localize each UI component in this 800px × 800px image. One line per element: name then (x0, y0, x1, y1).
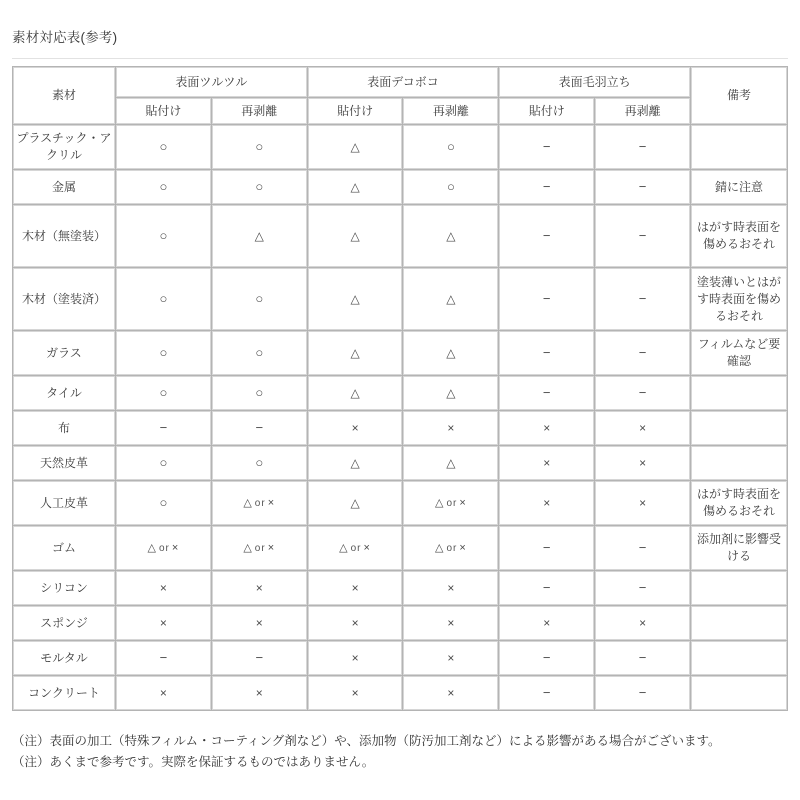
rating-cell (116, 606, 211, 640)
rating-cell (212, 125, 307, 169)
header-sub-fuzzy-attach: 貼付け (499, 98, 594, 124)
rating-cell (116, 170, 211, 204)
table-row (13, 481, 787, 525)
remarks-cell (691, 641, 787, 675)
rating-cell (308, 170, 403, 204)
footnotes (12, 731, 792, 773)
rating-symbol: △ (254, 228, 264, 243)
rating-symbol: − (255, 420, 264, 435)
remarks-cell: 塗装薄いとはがす時表面を傷めるおそれ (691, 268, 787, 330)
rating-cell (308, 331, 403, 375)
rating-cell (499, 205, 594, 267)
remarks-cell (691, 411, 787, 445)
header-sub-fuzzy-remove: 再剥離 (595, 98, 690, 124)
rating-cell (595, 481, 690, 525)
rating-symbol: − (542, 291, 551, 306)
rating-cell (499, 606, 594, 640)
rating-cell (212, 331, 307, 375)
rating-symbol: × (639, 420, 647, 435)
rating-cell (403, 331, 498, 375)
rating-cell (499, 331, 594, 375)
rating-symbol: △ or × (434, 497, 467, 509)
rating-cell (499, 268, 594, 330)
table-row (13, 526, 787, 570)
material-name-cell: モルタル (13, 641, 115, 675)
rating-symbol: × (351, 615, 359, 630)
rating-symbol: △ or × (339, 542, 371, 554)
rating-cell (403, 641, 498, 675)
rating-symbol: − (255, 650, 264, 665)
rating-symbol: × (639, 615, 647, 630)
rating-cell (403, 481, 498, 525)
rating-symbol: × (159, 615, 167, 630)
rating-symbol: △ (446, 455, 456, 470)
rating-symbol: − (542, 345, 551, 360)
rating-symbol: △ (350, 228, 360, 243)
footnote-2: （注）あくまで参考です。実際を保証するものではありません。 (12, 755, 375, 769)
rating-symbol: − (638, 179, 647, 194)
rating-cell (403, 446, 498, 480)
rating-symbol: × (543, 455, 551, 470)
rating-symbol: − (638, 650, 647, 665)
rating-cell (403, 376, 498, 410)
rating-symbol: △ (350, 345, 360, 360)
rating-cell (308, 571, 403, 605)
material-name-cell: コンクリート (13, 676, 115, 710)
remarks-cell (691, 125, 787, 169)
remarks-cell (691, 446, 787, 480)
rating-symbol: × (351, 685, 359, 700)
header-material: 素材 (13, 67, 115, 124)
rating-symbol: − (542, 685, 551, 700)
rating-cell (595, 411, 690, 445)
table-header (13, 67, 787, 124)
rating-symbol: ○ (159, 385, 168, 400)
rating-cell (403, 170, 498, 204)
rating-symbol: △ or × (434, 542, 467, 554)
rating-cell (116, 268, 211, 330)
rating-symbol: × (639, 455, 647, 470)
rating-cell (595, 331, 690, 375)
rating-symbol: − (638, 228, 647, 243)
rating-cell (595, 268, 690, 330)
rating-symbol: △ (350, 385, 360, 400)
rating-symbol: △ (350, 139, 360, 154)
rating-cell (308, 446, 403, 480)
rating-symbol: ○ (255, 455, 264, 470)
rating-cell (308, 376, 403, 410)
rating-symbol: △ or × (147, 542, 180, 554)
rating-cell (595, 376, 690, 410)
rating-cell (116, 125, 211, 169)
rating-symbol: △ (446, 345, 456, 360)
rating-symbol: △ or × (243, 542, 276, 554)
rating-cell (499, 411, 594, 445)
rating-symbol: × (447, 615, 455, 630)
header-group-rough: 表面デコボコ (308, 67, 499, 97)
header-sub-rough-remove: 再剥離 (403, 98, 498, 124)
rating-symbol: ○ (159, 291, 168, 306)
table-row (13, 125, 787, 169)
rating-symbol: ○ (255, 291, 264, 306)
rating-symbol: ○ (159, 139, 168, 154)
header-group-row (13, 67, 787, 97)
table-row (13, 676, 787, 710)
rating-cell (116, 641, 211, 675)
rating-symbol: ○ (159, 228, 168, 243)
rating-cell (595, 606, 690, 640)
material-name-cell: 木材（塗装済） (13, 268, 115, 330)
remarks-cell (691, 376, 787, 410)
rating-symbol: − (638, 345, 647, 360)
material-name-cell: スポンジ (13, 606, 115, 640)
rating-cell (308, 268, 403, 330)
material-name-cell: 天然皮革 (13, 446, 115, 480)
rating-cell (499, 641, 594, 675)
rating-symbol: − (638, 540, 647, 555)
rating-cell (308, 125, 403, 169)
rating-cell (116, 331, 211, 375)
rating-symbol: ○ (255, 179, 264, 194)
rating-symbol: × (543, 495, 551, 510)
rating-cell (499, 571, 594, 605)
rating-cell (499, 170, 594, 204)
rating-cell (499, 676, 594, 710)
rating-symbol: △ (446, 385, 456, 400)
rating-cell (595, 676, 690, 710)
rating-cell (308, 481, 403, 525)
material-name-cell: 人工皮革 (13, 481, 115, 525)
rating-symbol: × (159, 580, 167, 595)
rating-cell (116, 526, 211, 570)
material-compatibility-table (12, 66, 788, 711)
rating-cell (212, 526, 307, 570)
rating-cell (499, 526, 594, 570)
rating-symbol: × (351, 650, 359, 665)
rating-symbol: − (638, 385, 647, 400)
remarks-cell (691, 676, 787, 710)
header-sub-row (13, 98, 787, 124)
rating-symbol: ○ (159, 495, 168, 510)
rating-symbol: △ (350, 291, 360, 306)
rating-cell (308, 411, 403, 445)
rating-symbol: △ (350, 495, 360, 510)
rating-symbol: × (351, 420, 359, 435)
rating-symbol: × (255, 580, 263, 595)
table-row (13, 376, 787, 410)
rating-cell (595, 571, 690, 605)
rating-cell (403, 268, 498, 330)
rating-cell (308, 526, 403, 570)
rating-cell (212, 205, 307, 267)
rating-cell (403, 571, 498, 605)
rating-cell (212, 676, 307, 710)
rating-symbol: ○ (159, 455, 168, 470)
rating-symbol: △ (446, 291, 456, 306)
material-name-cell: 金属 (13, 170, 115, 204)
rating-cell (212, 446, 307, 480)
table-row (13, 170, 787, 204)
page-title: 素材対応表(参考) (12, 30, 118, 45)
rating-cell (499, 376, 594, 410)
rating-cell (212, 481, 307, 525)
rating-symbol: − (542, 540, 551, 555)
rating-cell (499, 446, 594, 480)
remarks-cell: 錆に注意 (691, 170, 787, 204)
rating-symbol: × (543, 615, 551, 630)
material-name-cell: ゴム (13, 526, 115, 570)
rating-symbol: ○ (446, 179, 455, 194)
rating-symbol: × (543, 420, 551, 435)
rating-symbol: △ (350, 179, 360, 194)
rating-symbol: × (255, 685, 263, 700)
rating-symbol: × (447, 685, 455, 700)
header-sub-rough-attach: 貼付け (308, 98, 403, 124)
rating-cell (403, 526, 498, 570)
rating-cell (116, 205, 211, 267)
rating-symbol: × (447, 650, 455, 665)
rating-cell (212, 606, 307, 640)
table-row (13, 205, 787, 267)
rating-symbol: ○ (255, 345, 264, 360)
header-group-fuzzy: 表面毛羽立ち (499, 67, 690, 97)
material-name-cell: プラスチック・アクリル (13, 125, 115, 169)
rating-cell (403, 606, 498, 640)
rating-cell (212, 571, 307, 605)
rating-cell (499, 481, 594, 525)
remarks-cell: フィルムなど要確認 (691, 331, 787, 375)
rating-cell (308, 205, 403, 267)
rating-symbol: ○ (446, 139, 455, 154)
rating-symbol: ○ (159, 345, 168, 360)
rating-symbol: × (447, 580, 455, 595)
table-row (13, 411, 787, 445)
table-row (13, 331, 787, 375)
rating-cell (403, 676, 498, 710)
rating-cell (212, 641, 307, 675)
remarks-cell: はがす時表面を傷めるおそれ (691, 205, 787, 267)
rating-symbol: − (542, 139, 551, 154)
rating-symbol: − (638, 291, 647, 306)
rating-symbol: △ or × (243, 497, 276, 509)
rating-cell (212, 268, 307, 330)
rating-symbol: − (542, 228, 551, 243)
rating-symbol: − (542, 650, 551, 665)
rating-cell (595, 125, 690, 169)
rating-symbol: ○ (159, 179, 168, 194)
material-name-cell: 布 (13, 411, 115, 445)
rating-cell (116, 571, 211, 605)
header-sub-smooth-remove: 再剥離 (212, 98, 307, 124)
rating-cell (308, 676, 403, 710)
header-sub-smooth-attach: 貼付け (116, 98, 211, 124)
rating-cell (595, 526, 690, 570)
rating-cell (116, 376, 211, 410)
rating-cell (308, 641, 403, 675)
rating-symbol: − (638, 685, 647, 700)
rating-symbol: − (159, 650, 168, 665)
rating-symbol: × (255, 615, 263, 630)
rating-cell (595, 641, 690, 675)
rating-symbol: − (542, 580, 551, 595)
table-row (13, 606, 787, 640)
rating-symbol: × (159, 685, 167, 700)
table-row (13, 571, 787, 605)
rating-symbol: − (542, 179, 551, 194)
rating-symbol: − (159, 420, 168, 435)
material-name-cell: シリコン (13, 571, 115, 605)
rating-cell (595, 446, 690, 480)
rating-cell (116, 411, 211, 445)
header-remarks: 備考 (691, 67, 787, 124)
rating-cell (308, 606, 403, 640)
rating-symbol: − (638, 580, 647, 595)
rating-cell (212, 170, 307, 204)
rating-symbol: △ (350, 455, 360, 470)
rating-symbol: ○ (255, 385, 264, 400)
rating-symbol: × (639, 495, 647, 510)
table-body (13, 125, 787, 710)
material-name-cell: ガラス (13, 331, 115, 375)
rating-symbol: × (447, 420, 455, 435)
remarks-cell: 添加剤に影響受ける (691, 526, 787, 570)
table-row (13, 446, 787, 480)
rating-cell (595, 205, 690, 267)
footnote-1: （注）表面の加工（特殊フィルム・コーティング剤など）や、添加物（防汚加工剤など）による影響がある場合がございます。 (12, 734, 721, 748)
rating-cell (116, 446, 211, 480)
table-row (13, 641, 787, 675)
table-row (13, 268, 787, 330)
header-group-smooth: 表面ツルツル (116, 67, 307, 97)
rating-symbol: − (638, 139, 647, 154)
rating-symbol: △ (446, 228, 456, 243)
rating-cell (212, 411, 307, 445)
remarks-cell (691, 606, 787, 640)
material-name-cell: タイル (13, 376, 115, 410)
rating-cell (116, 676, 211, 710)
rating-cell (116, 481, 211, 525)
rating-cell (403, 125, 498, 169)
rating-symbol: − (542, 385, 551, 400)
rating-cell (403, 411, 498, 445)
remarks-cell: はがす時表面を傷めるおそれ (691, 481, 787, 525)
rating-cell (403, 205, 498, 267)
rating-cell (595, 170, 690, 204)
rating-cell (212, 376, 307, 410)
title-divider (12, 58, 788, 59)
rating-symbol: × (351, 580, 359, 595)
rating-cell (499, 125, 594, 169)
rating-symbol: ○ (255, 139, 264, 154)
remarks-cell (691, 571, 787, 605)
material-name-cell: 木材（無塗装） (13, 205, 115, 267)
